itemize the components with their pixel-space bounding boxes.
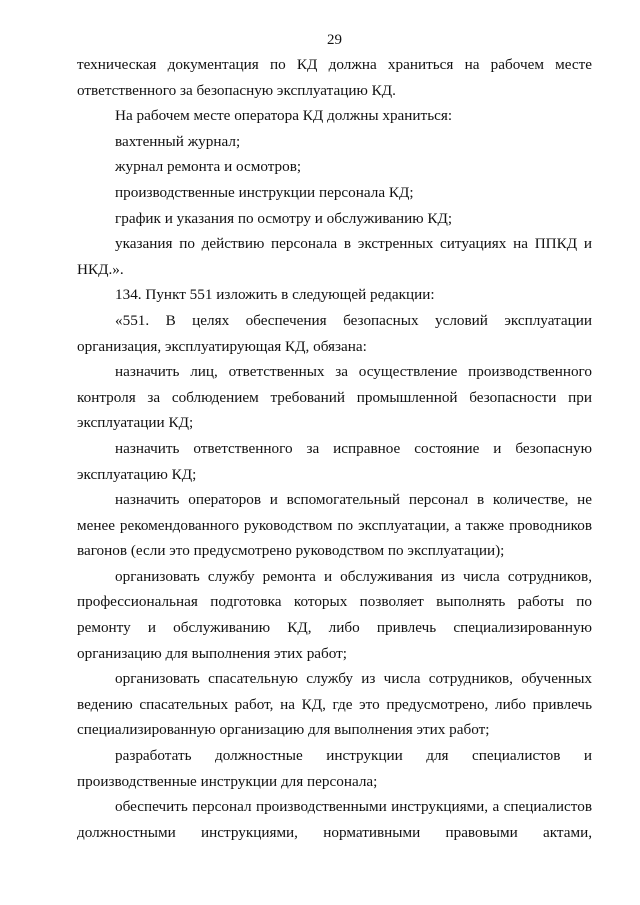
list-item: график и указания по осмотру и обслуживанию КД;	[115, 209, 453, 227]
list-item: вахтенный журнал;	[115, 132, 241, 150]
paragraph: техническая документация по КД должна храниться на рабочем месте ответственного за безопасную эксплуатацию КД.	[77, 56, 592, 99]
list-item: указания по действию персонала в экстренных ситуациях на ППКД и НКД.».	[77, 235, 592, 278]
page-number: 29	[327, 32, 342, 48]
list-item: назначить операторов и вспомогательный персонал в количестве, не менее рекомендованного руководством по эксплуатации, а также проводников вагонов (если это предусмотрено руководством по эксплуатации);	[77, 491, 592, 560]
paragraph: 134. Пункт 551 изложить в следующей редакции:	[115, 286, 435, 304]
list-item: назначить лиц, ответственных за осуществление производственного контроля за соблюдением требований промышленной безопасности при эксплуатации КД;	[77, 363, 592, 432]
list-item: журнал ремонта и осмотров;	[115, 158, 302, 176]
list-item: назначить ответственного за исправное состояние и безопасную эксплуатацию КД;	[77, 439, 592, 483]
list-item: обеспечить персонал производственными инструкциями, а специалистов должностными инструкциями, нормативными правовыми актами,	[77, 798, 592, 841]
paragraph: На рабочем месте оператора КД должны храниться:	[115, 107, 453, 125]
paragraph: «551. В целях обеспечения безопасных условий эксплуатации организация, эксплуатирующая КД, обязана:	[77, 311, 592, 355]
list-item: производственные инструкции персонала КД;	[115, 183, 414, 201]
list-item: организовать спасательную службу из числа сотрудников, обученных ведению спасательных работ, на КД, где это предусмотрено, либо привлечь специализированную организацию для выполнения этих работ;	[77, 670, 592, 739]
list-item: разработать должностные инструкции для специалистов и производственные инструкции для персонала;	[77, 747, 592, 790]
list-item: организовать службу ремонта и обслуживания из числа сотрудников, профессиональная подготовка которых позволяет выполнять работы по ремонту и обслуживанию КД, либо привлечь специализированную организацию для выполнения этих работ;	[77, 567, 592, 662]
